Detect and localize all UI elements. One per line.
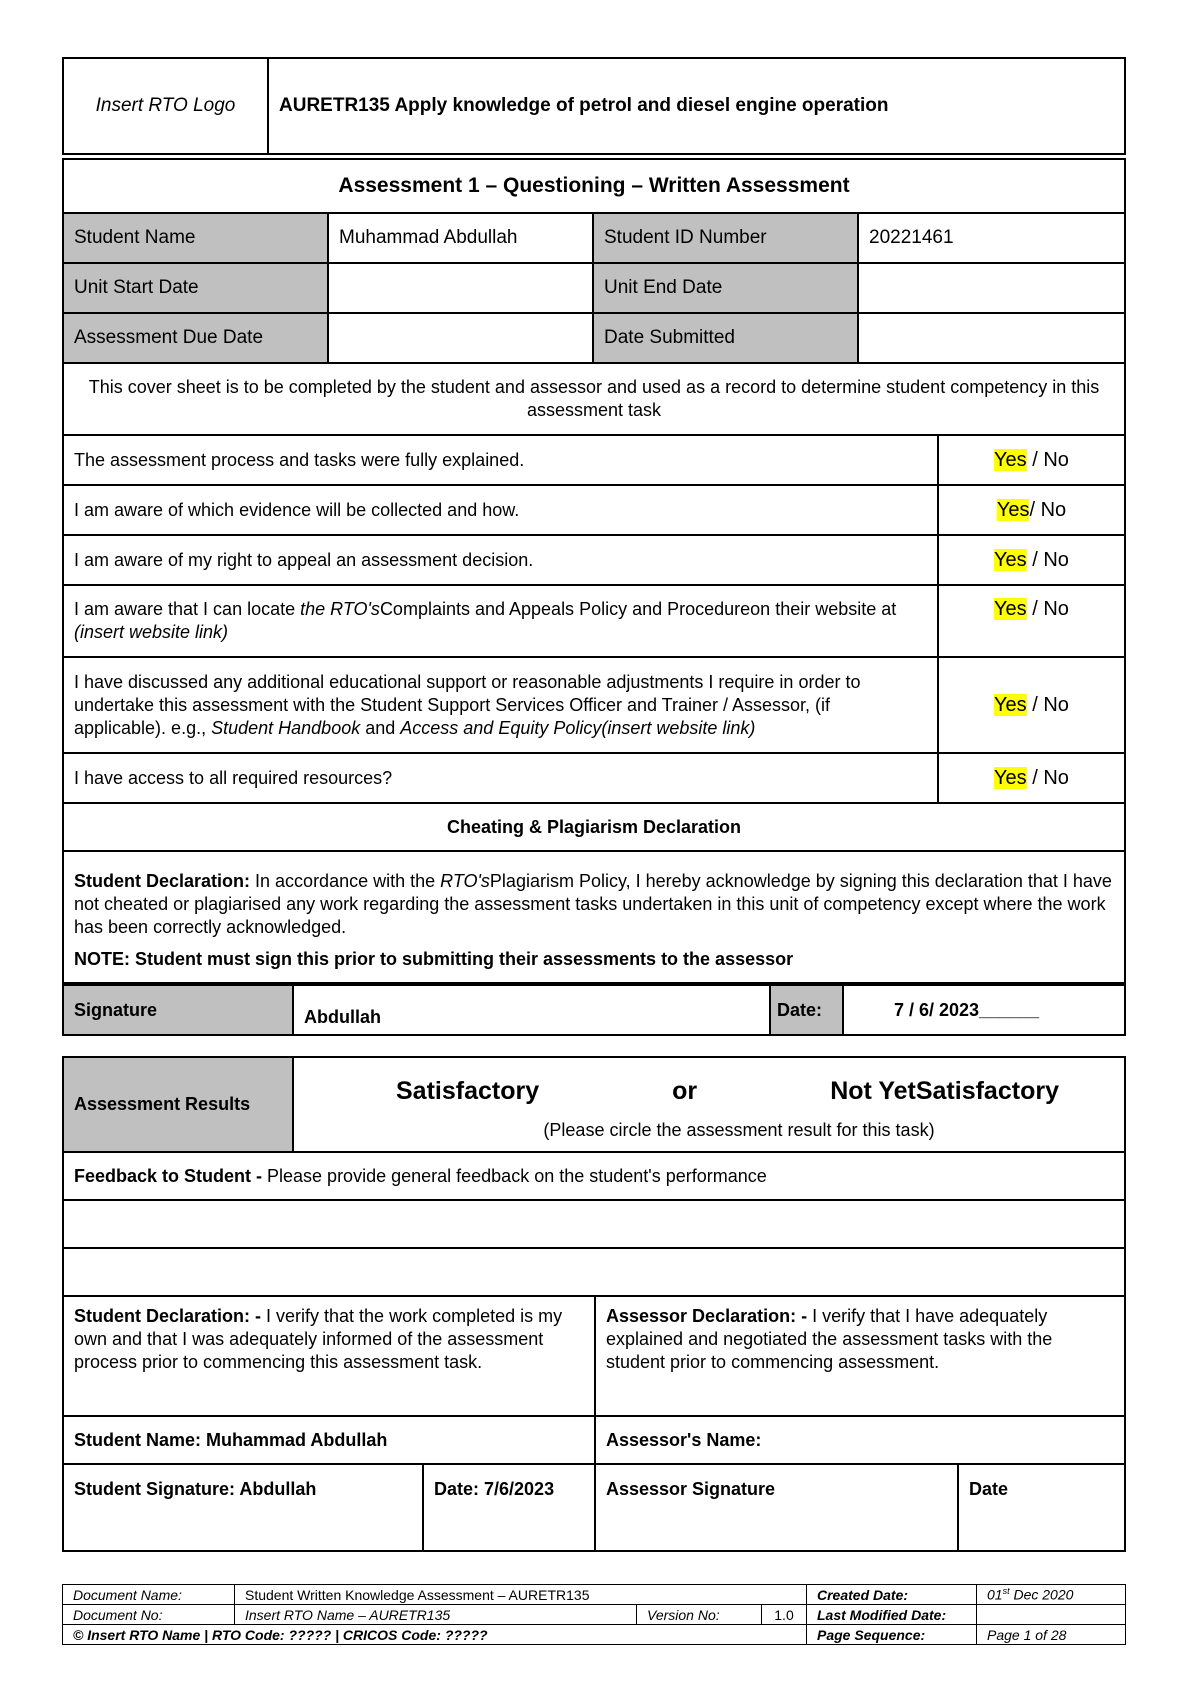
date-value[interactable]: 7 / 6/ 2023______ — [843, 985, 1125, 1035]
checklist-item-2: I am aware of which evidence will be collected and how. — [63, 485, 938, 535]
student-name-value[interactable]: Muhammad Abdullah — [328, 213, 593, 263]
feedback-prompt: Feedback to Student - Please provide general feedback on the student's performance — [63, 1152, 1125, 1200]
cover-note: This cover sheet is to be completed by the student and assessor and used as a record to determine student competency in this assessment task — [63, 363, 1125, 435]
no-option[interactable]: No — [1040, 498, 1067, 521]
checklist-answer-1[interactable]: Yes / No — [938, 435, 1125, 485]
student-id-value[interactable]: 20221461 — [858, 213, 1125, 263]
due-date-label: Assessment Due Date — [63, 313, 328, 363]
student-name-label: Student Name — [63, 213, 328, 263]
checklist-answer-4[interactable]: Yes / No — [938, 585, 1125, 657]
feedback-line-1[interactable] — [63, 1200, 1125, 1248]
results-instruction: (Please circle the assessment result for this task) — [543, 1119, 935, 1140]
checklist-item-3: I am aware of my right to appeal an assessment decision. — [63, 535, 938, 585]
checklist-item-4: I am aware that I can locate the RTO'sComplaints and Appeals Policy and Procedureon their website at (insert website link) — [63, 585, 938, 657]
no-option[interactable]: No — [1043, 693, 1069, 716]
rto-logo-placeholder: Insert RTO Logo — [63, 58, 268, 154]
unit-start-value[interactable] — [328, 263, 593, 313]
results-options — [293, 1057, 1125, 1152]
due-date-value[interactable] — [328, 313, 593, 363]
checklist-answer-5[interactable]: Yes / No — [938, 657, 1125, 753]
assessor-signature-line[interactable]: Assessor Signature — [595, 1464, 958, 1551]
yes-option[interactable]: Yes — [994, 598, 1027, 620]
cover-sheet-table — [62, 158, 1126, 984]
no-option[interactable]: No — [1043, 548, 1069, 571]
signature-value[interactable]: Abdullah — [293, 985, 770, 1035]
assessor-name-line[interactable]: Assessor's Name: — [595, 1416, 1125, 1464]
created-date: 01st Dec 2020 — [977, 1585, 1126, 1605]
created-label: Created Date: — [807, 1585, 977, 1605]
yes-option[interactable]: Yes — [994, 448, 1027, 471]
page-seq-label: Page Sequence: — [807, 1625, 977, 1645]
unit-end-value[interactable] — [858, 263, 1125, 313]
checklist-answer-2[interactable]: Yes/ No — [938, 485, 1125, 535]
modified-date — [977, 1605, 1126, 1625]
no-option[interactable]: No — [1043, 448, 1069, 471]
student-id-label: Student ID Number — [593, 213, 858, 263]
yes-option[interactable]: Yes — [994, 766, 1027, 789]
yes-option[interactable]: Yes — [996, 498, 1030, 521]
or-text: or — [672, 1076, 698, 1105]
unit-title: AURETR135 Apply knowledge of petrol and diesel engine operation — [268, 58, 1125, 154]
copyright: © Insert RTO Name | RTO Code: ????? | CRICOS Code: ????? — [63, 1625, 807, 1645]
checklist-item-1: The assessment process and tasks were fully explained. — [63, 435, 938, 485]
signature-label: Signature — [63, 985, 293, 1035]
student-date-line[interactable]: Date: 7/6/2023 — [423, 1464, 595, 1551]
results-table — [62, 1056, 1126, 1552]
unit-end-label: Unit End Date — [593, 263, 858, 313]
plagiarism-declaration: Student Declaration: In accordance with the RTO'sPlagiarism Policy, I hereby acknowledge by signing this declaration that I have not cheated or plagiarised any work regarding the assessment tasks undertaken in this unit of competency except where the work has been correctly acknowledged. NOTE: Student must sign this prior to submitting their assessments to the assessor — [63, 851, 1125, 983]
student-name-line[interactable]: Student Name: Muhammad Abdullah — [63, 1416, 595, 1464]
doc-name: Student Written Knowledge Assessment – AURETR135 — [235, 1585, 807, 1605]
feedback-line-2[interactable] — [63, 1248, 1125, 1296]
assessment-title: Assessment 1 – Questioning – Written Assessment — [63, 159, 1125, 213]
modified-label: Last Modified Date: — [807, 1605, 977, 1625]
date-label: Date: — [770, 985, 843, 1035]
doc-no: Insert RTO Name – AURETR135 — [235, 1605, 637, 1625]
version: 1.0 — [762, 1605, 807, 1625]
checklist-answer-3[interactable]: Yes / No — [938, 535, 1125, 585]
no-option[interactable]: No — [1043, 598, 1069, 620]
not-yet-satisfactory-option[interactable]: Not YetSatisfactory — [830, 1076, 1059, 1105]
checklist-answer-6[interactable]: Yes / No — [938, 753, 1125, 803]
date-submitted-value[interactable] — [858, 313, 1125, 363]
page-seq: Page 1 of 28 — [977, 1625, 1126, 1645]
student-signature-line[interactable]: Student Signature: Abdullah — [63, 1464, 423, 1551]
unit-start-label: Unit Start Date — [63, 263, 328, 313]
yes-option[interactable]: Yes — [994, 693, 1027, 716]
version-label: Version No: — [637, 1605, 762, 1625]
no-option[interactable]: No — [1043, 766, 1069, 789]
sign-note: NOTE: Student must sign this prior to submitting their assessments to the assessor — [74, 948, 794, 969]
assessor-date-line[interactable]: Date — [958, 1464, 1125, 1551]
assessor-verification: Assessor Declaration: - I verify that I have adequately explained and negotiated the assessment tasks with the student prior to commencing assessment. — [595, 1296, 1125, 1416]
satisfactory-option[interactable]: Satisfactory — [396, 1076, 540, 1105]
footer-table — [62, 1584, 1126, 1645]
yes-option[interactable]: Yes — [994, 548, 1027, 571]
checklist-item-5: I have discussed any additional educational support or reasonable adjustments I require in order to undertake this assessment with the Student Support Services Officer and Trainer / Assessor, (if applicable). e.g., Student Handbook and Access and Equity Policy(insert website link) — [63, 657, 938, 753]
doc-no-label: Document No: — [63, 1605, 235, 1625]
student-verification: Student Declaration: - I verify that the work completed is my own and that I was adequately informed of the assessment process prior to commencing this assessment task. — [63, 1296, 595, 1416]
results-label: Assessment Results — [63, 1057, 293, 1152]
plagiarism-title: Cheating & Plagiarism Declaration — [63, 803, 1125, 851]
signature-table — [62, 984, 1126, 1036]
checklist-item-6: I have access to all required resources? — [63, 753, 938, 803]
date-submitted-label: Date Submitted — [593, 313, 858, 363]
header-table — [62, 57, 1126, 155]
doc-name-label: Document Name: — [63, 1585, 235, 1605]
